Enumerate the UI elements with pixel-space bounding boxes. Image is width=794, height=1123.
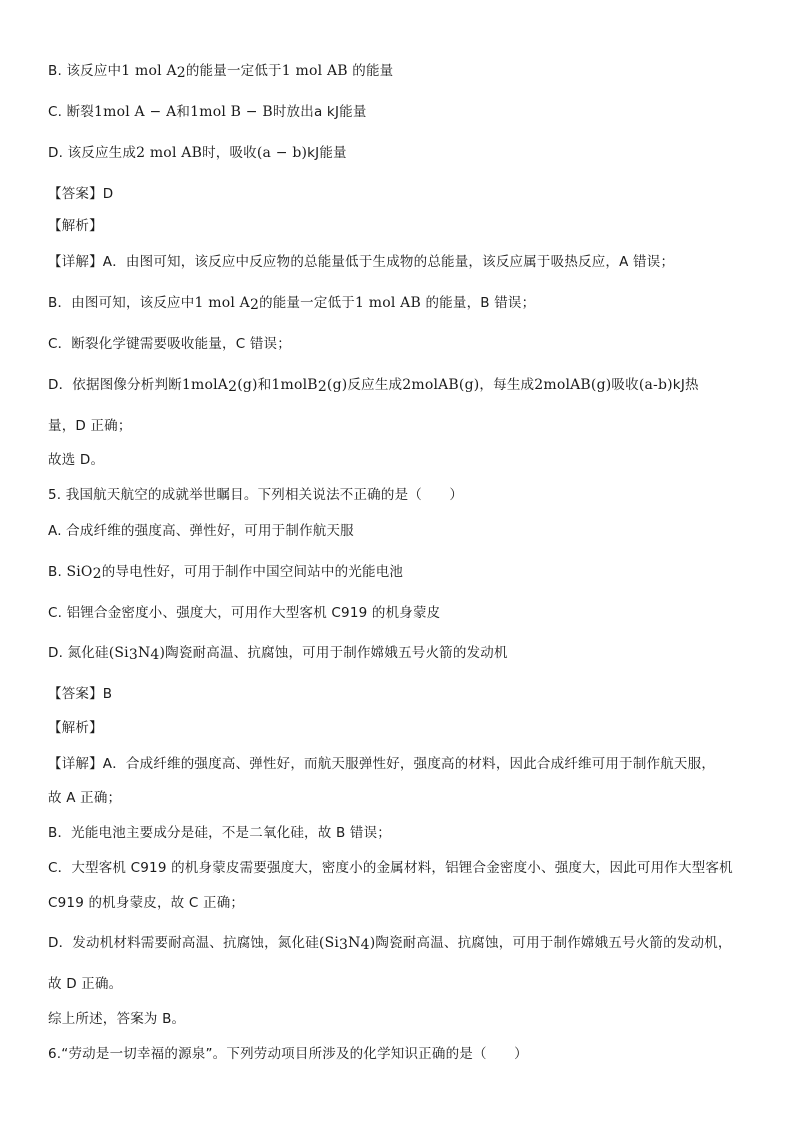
q5-detail-a: 【详解】A．合成纤维的强度高、弹性好，而航天服弹性好，强度高的材料，因此合成纤维可用于制作航天服， bbox=[48, 756, 716, 772]
q5-detail-a-cont: 故 A 正确； bbox=[48, 790, 122, 806]
q5-option-c: C. 铝锂合金密度小、强度大，可用作大型客机 C919 的机身蒙皮 bbox=[48, 605, 441, 621]
q5-option-b: B. SiO$_2$的导电性好，可用于制作中国空间站中的光能电池 bbox=[48, 564, 404, 582]
q4-answer: 【答案】D bbox=[48, 186, 114, 202]
q5-conclusion: 综上所述，答案为 B。 bbox=[48, 1011, 186, 1027]
q5-detail-b: B．光能电池主要成分是硅，不是二氧化硅，故 B 错误； bbox=[48, 825, 392, 841]
q5-answer: 【答案】B bbox=[48, 686, 113, 702]
q4-option-b: B. 该反应中1 mol $A_2$的能量一定低于1 mol AB 的能量 bbox=[48, 63, 394, 81]
q4-detail-b: B．由图可知，该反应中1 mol $A_2$的能量一定低于1 mol AB 的能量，B 错误； bbox=[48, 295, 536, 313]
q5-detail-c-cont: C919 的机身蒙皮，故 C 正确； bbox=[48, 895, 245, 911]
q6-stem: 6.“劳动是一切幸福的源泉”。下列劳动项目所涉及的化学知识正确的是（ ） bbox=[48, 1046, 528, 1062]
q5-option-a: A. 合成纤维的强度高、弹性好，可用于制作航天服 bbox=[48, 523, 354, 539]
q5-detail-d-cont: 故 D 正确。 bbox=[48, 976, 123, 992]
q4-option-d: D. 该反应生成2 mol AB时，吸收(a − b)kJ能量 bbox=[48, 145, 347, 161]
q5-detail-d: D．发动机材料需要耐高温、抗腐蚀，氮化硅$(Si_3N_4)$陶瓷耐高温、抗腐蚀，可用于制作嫦娥五号火箭的发动机， bbox=[48, 935, 732, 953]
q5-stem: 5. 我国航天航空的成就举世瞩目。下列相关说法不正确的是（ ） bbox=[48, 487, 464, 503]
q5-detail-c: C．大型客机 C919 的机身蒙皮需要强度大，密度小的金属材料，铝锂合金密度小、强度大，因此可用作大型客机 bbox=[48, 860, 733, 876]
q5-analysis-heading: 【解析】 bbox=[48, 720, 103, 736]
q4-conclusion: 故选 D。 bbox=[48, 452, 105, 468]
q5-option-d: D. 氮化硅$(Si_3N_4)$陶瓷耐高温、抗腐蚀，可用于制作嫦娥五号火箭的发动机 bbox=[48, 645, 508, 663]
q4-detail-d-cont: 量，D 正确； bbox=[48, 418, 132, 434]
q4-detail-d: D．依据图像分析判断1molA$_2$(g)和1molB$_2$(g)反应生成2molAB(g)，每生成2molAB(g)吸收(a-b)kJ热 bbox=[48, 377, 699, 395]
q4-option-c: C. 断裂1mol A − A和1mol B − B时放出a kJ能量 bbox=[48, 104, 367, 120]
q4-analysis-heading: 【解析】 bbox=[48, 218, 103, 234]
q4-detail-c: C．断裂化学键需要吸收能量，C 错误； bbox=[48, 336, 291, 352]
q4-detail-a: 【详解】A．由图可知，该反应中反应物的总能量低于生成物的总能量，该反应属于吸热反应，A 错误； bbox=[48, 254, 675, 270]
